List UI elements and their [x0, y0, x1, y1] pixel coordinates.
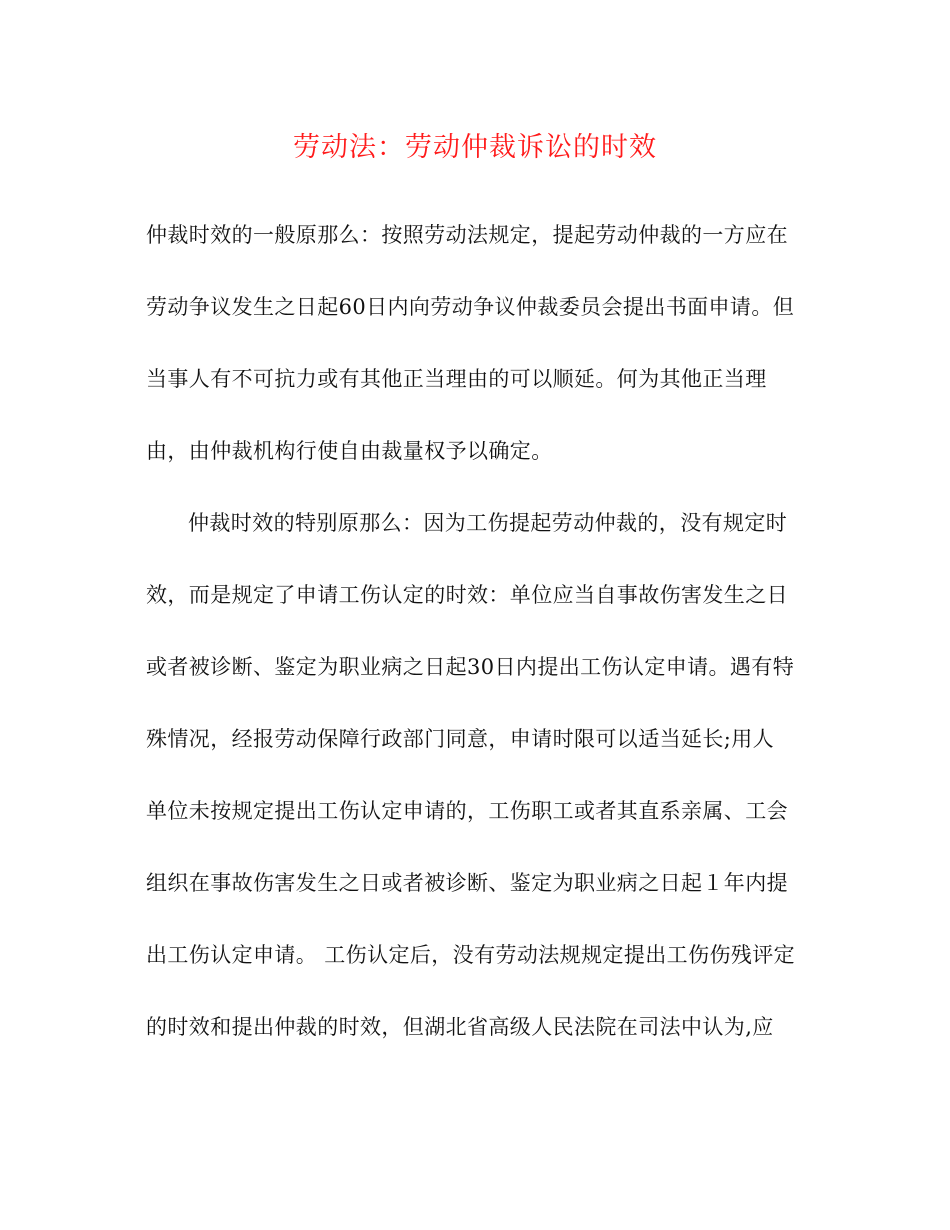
- paragraph-1-line-2: 劳动争议发生之日起60日内向劳动争议仲裁委员会提出书面申请。但: [146, 295, 795, 319]
- paragraph-1-line-3: 当事人有不可抗力或有其他正当理由的可以顺延。何为其他正当理: [146, 367, 767, 391]
- paragraph-1-line-4: 由，由仲裁机构行使自由裁量权予以确定。: [146, 439, 553, 463]
- paragraph-2-line-2: 效，而是规定了申请工伤认定的时效：单位应当自事故伤害发生之日: [146, 583, 788, 607]
- paragraph-2-line-5: 单位未按规定提出工伤认定申请的，工伤职工或者其直系亲属、工会: [146, 799, 788, 823]
- paragraph-1-line-1: 仲裁时效的一般原那么：按照劳动法规定，提起劳动仲裁的一方应在: [146, 223, 788, 247]
- paragraph-2-line-4: 殊情况，经报劳动保障行政部门同意，申请时限可以适当延长;用人: [146, 727, 775, 751]
- paragraph-2-line-6: 组织在事故伤害发生之日或者被诊断、鉴定为职业病之日起１年内提: [146, 871, 788, 895]
- paragraph-2-line-1: 仲裁时效的特别原那么：因为工伤提起劳动仲裁的，没有规定时: [188, 511, 788, 535]
- paragraph-2-line-3: 或者被诊断、鉴定为职业病之日起30日内提出工伤认定申请。遇有特: [146, 655, 795, 679]
- paragraph-2-line-8: 的时效和提出仲裁的时效，但湖北省高级人民法院在司法中认为,应: [146, 1015, 774, 1039]
- document-title: 劳动法：劳动仲裁诉讼的时效: [293, 132, 657, 163]
- paragraph-2-line-7: 出工伤认定申请。 工伤认定后，没有劳动法规规定提出工伤伤残评定: [146, 943, 796, 967]
